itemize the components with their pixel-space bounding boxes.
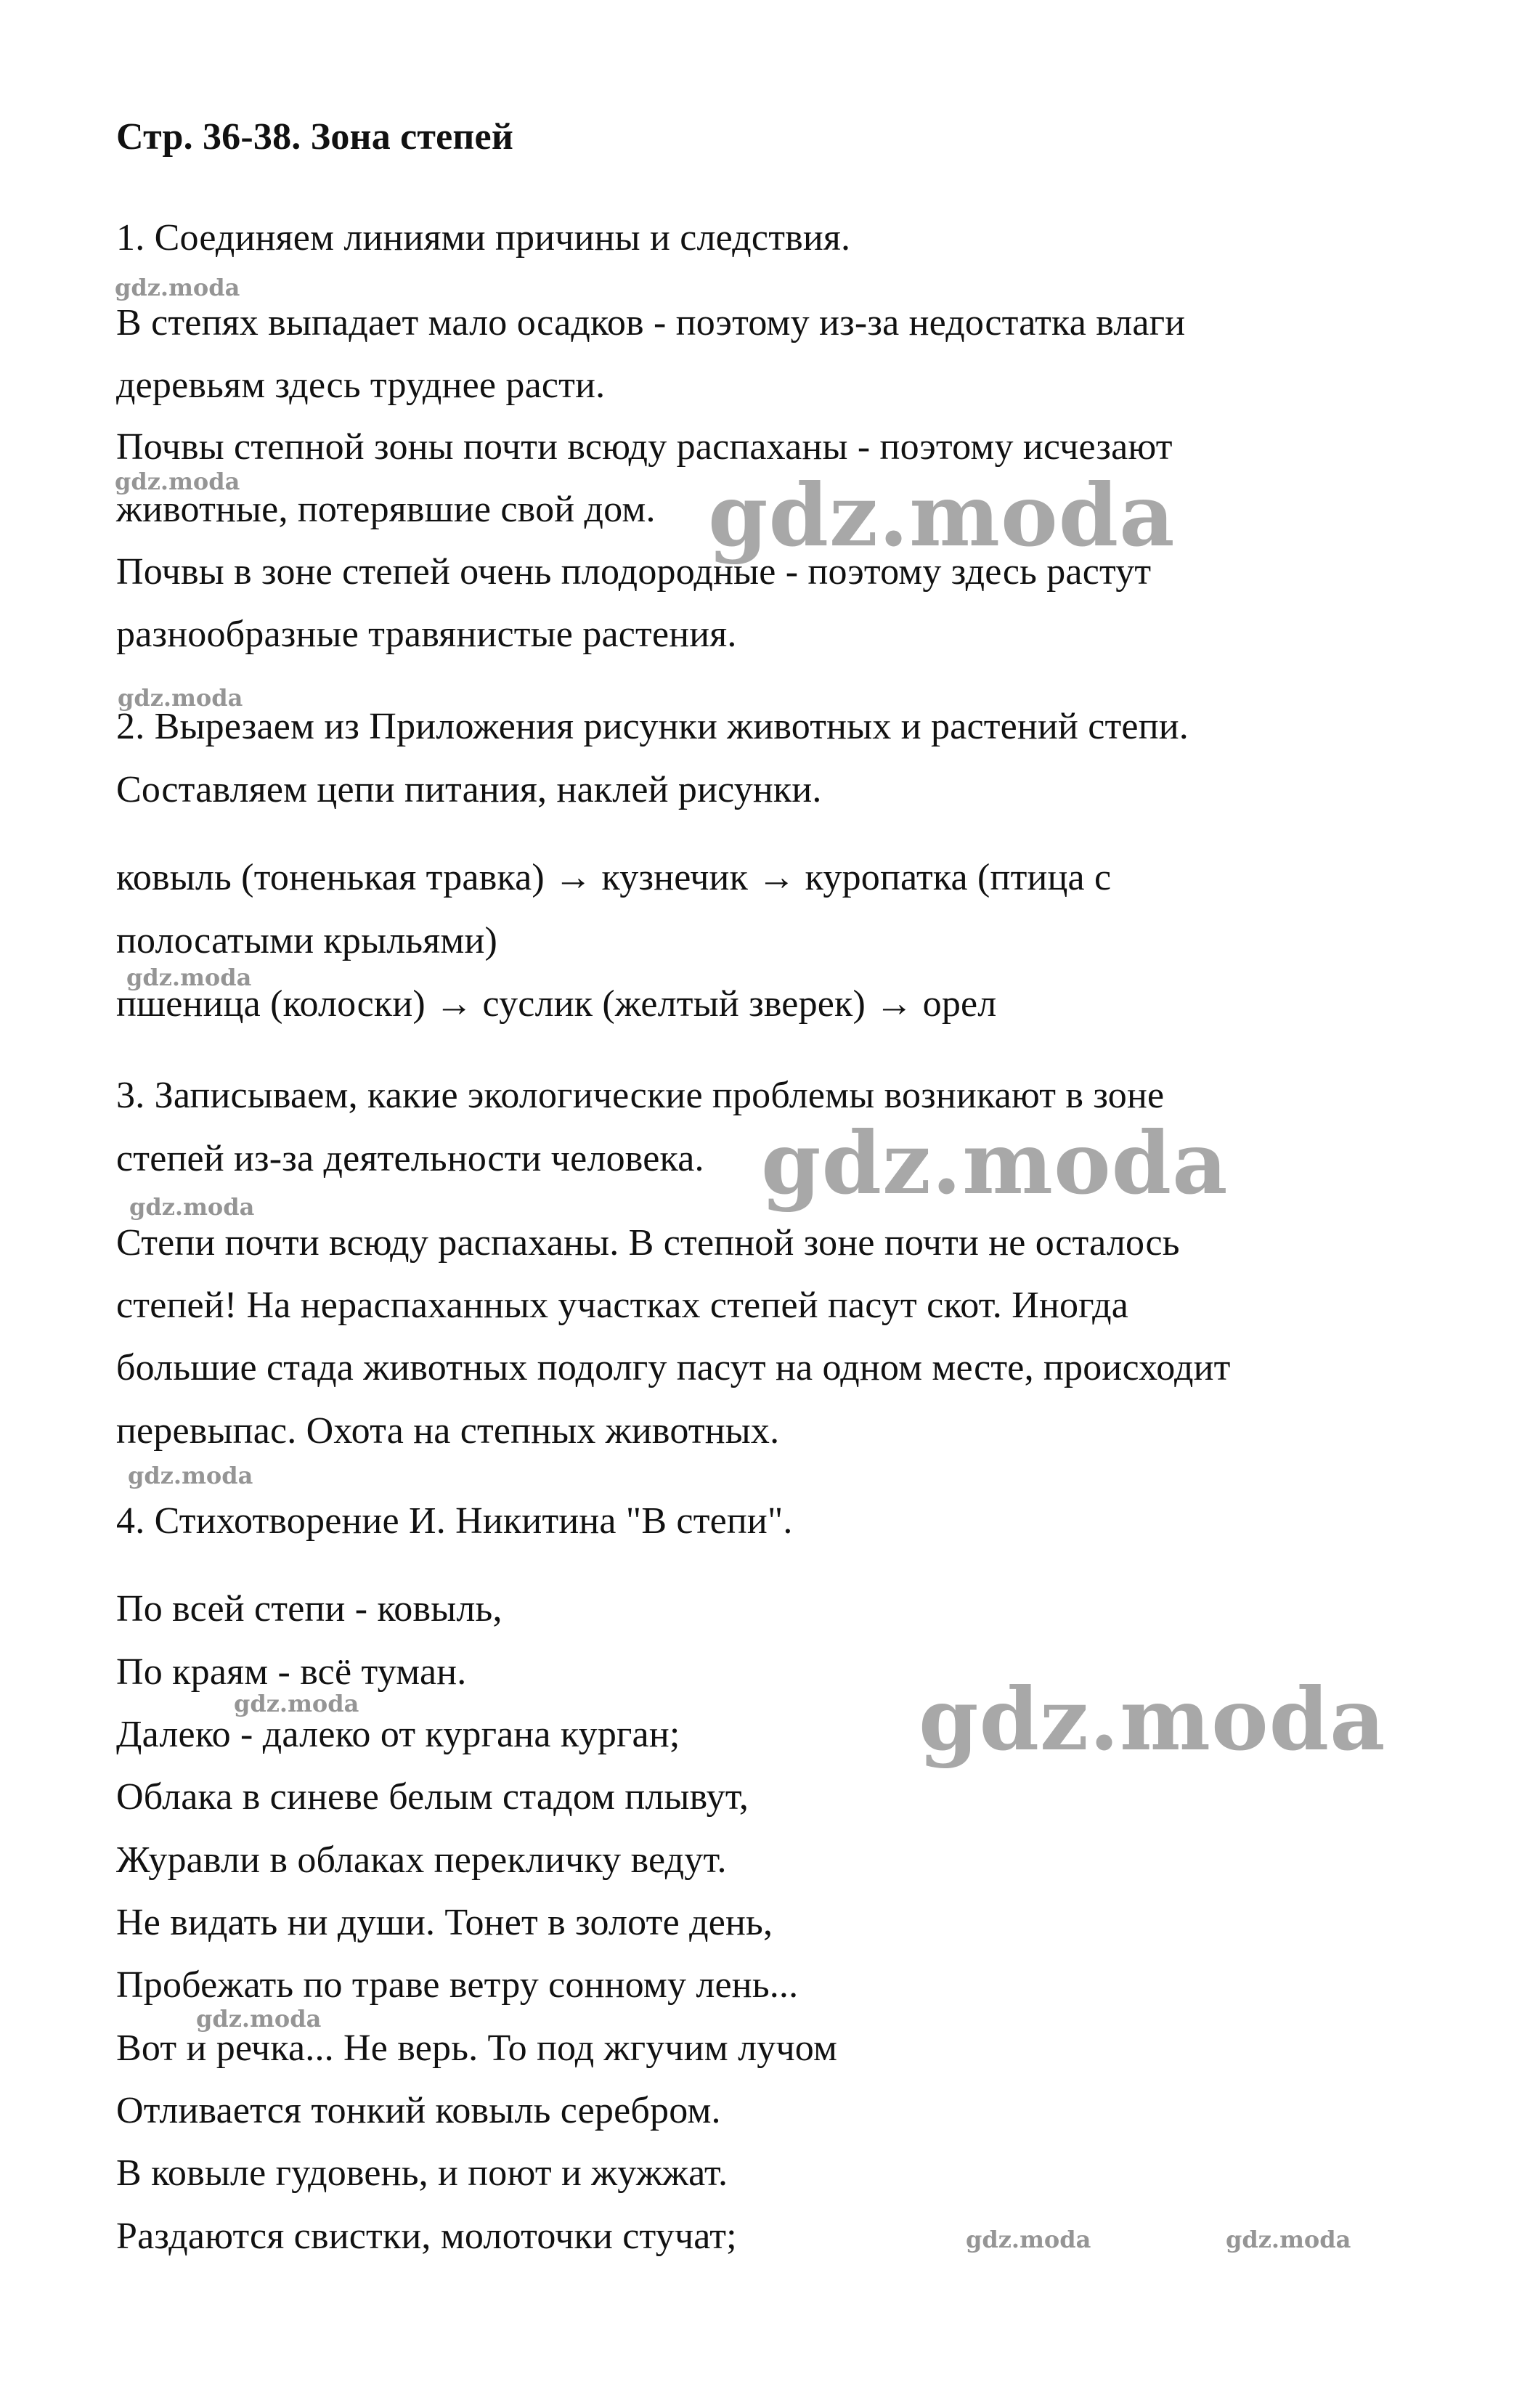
poem-line: Не видать ни души. Тонет в золоте день, [116, 1902, 773, 1943]
poem-line: Журавли в облаках перекличку ведут. [116, 1839, 727, 1881]
food-chain-line: ковыль (тоненькая травка) → кузнечик → куропатка (птица с [116, 857, 1112, 898]
poem-line: Пробежать по траве ветру сонному лень... [116, 1964, 799, 2006]
poem-line: По краям - всё туман. [116, 1651, 467, 1693]
text-line: Составляем цепи питания, наклей рисунки. [116, 769, 822, 810]
watermark: gdz.moda [1226, 2226, 1351, 2253]
text-line: Почвы в зоне степей очень плодородные - поэтому здесь растут [116, 551, 1152, 593]
poem-line: Вот и речка... Не верь. То под жгучим лучом [116, 2027, 838, 2069]
watermark: gdz.moda [115, 274, 240, 301]
watermark-large: gdz.moda [919, 1669, 1386, 1770]
task-1-heading: 1. Соединяем линиями причины и следствия. [116, 217, 851, 259]
text-line: животные, потерявшие свой дом. [116, 489, 656, 530]
poem-line: Раздаются свистки, молоточки стучат; [116, 2216, 737, 2257]
text-line: разнообразные травянистые растения. [116, 614, 737, 655]
text-line: степей из-за деятельности человека. [116, 1138, 704, 1179]
text-line: степей! На нераспаханных участках степей пасут скот. Иногда [116, 1285, 1129, 1326]
watermark: gdz.moda [966, 2226, 1091, 2253]
text-line: Степи почти всюду распаханы. В степной зоне почти не осталось [116, 1222, 1180, 1264]
poem-line: По всей степи - ковыль, [116, 1588, 502, 1630]
task-4-heading: 4. Стихотворение И. Никитина "В степи". [116, 1500, 793, 1542]
watermark: gdz.moda [126, 964, 252, 991]
watermark: gdz.moda [128, 1462, 253, 1489]
task-3-heading: 3. Записываем, какие экологические проблемы возникают в зоне [116, 1075, 1165, 1116]
watermark-large: gdz.moda [708, 465, 1176, 566]
text-line: деревьям здесь труднее расти. [116, 365, 606, 406]
page-title: Стр. 36-38. Зона степей [116, 116, 513, 158]
poem-line: Далеко - далеко от кургана курган; [116, 1714, 680, 1755]
poem-line: Облака в синеве белым стадом плывут, [116, 1776, 749, 1818]
watermark: gdz.moda [129, 1193, 255, 1221]
watermark-large: gdz.moda [761, 1113, 1229, 1213]
food-chain-line: пшеница (колоски) → суслик (желтый зверек) → орел [116, 983, 997, 1025]
text-line: большие стада животных подолгу пасут на одном месте, происходит [116, 1347, 1231, 1388]
watermark: gdz.moda [118, 684, 243, 712]
poem-line: В ковыле гудовень, и поют и жужжат. [116, 2152, 728, 2194]
text-line: В степях выпадает мало осадков - поэтому из-за недостатка влаги [116, 302, 1186, 343]
task-2-heading: 2. Вырезаем из Приложения рисунки животных и растений степи. [116, 706, 1189, 747]
watermark: gdz.moda [115, 468, 240, 495]
food-chain-line: полосатыми крыльями) [116, 920, 498, 961]
watermark: gdz.moda [234, 1690, 359, 1717]
text-line: перевыпас. Охота на степных животных. [116, 1410, 780, 1452]
poem-line: Отливается тонкий ковыль серебром. [116, 2090, 721, 2131]
text-line: Почвы степной зоны почти всюду распаханы - поэтому исчезают [116, 426, 1173, 468]
watermark: gdz.moda [196, 2005, 322, 2033]
